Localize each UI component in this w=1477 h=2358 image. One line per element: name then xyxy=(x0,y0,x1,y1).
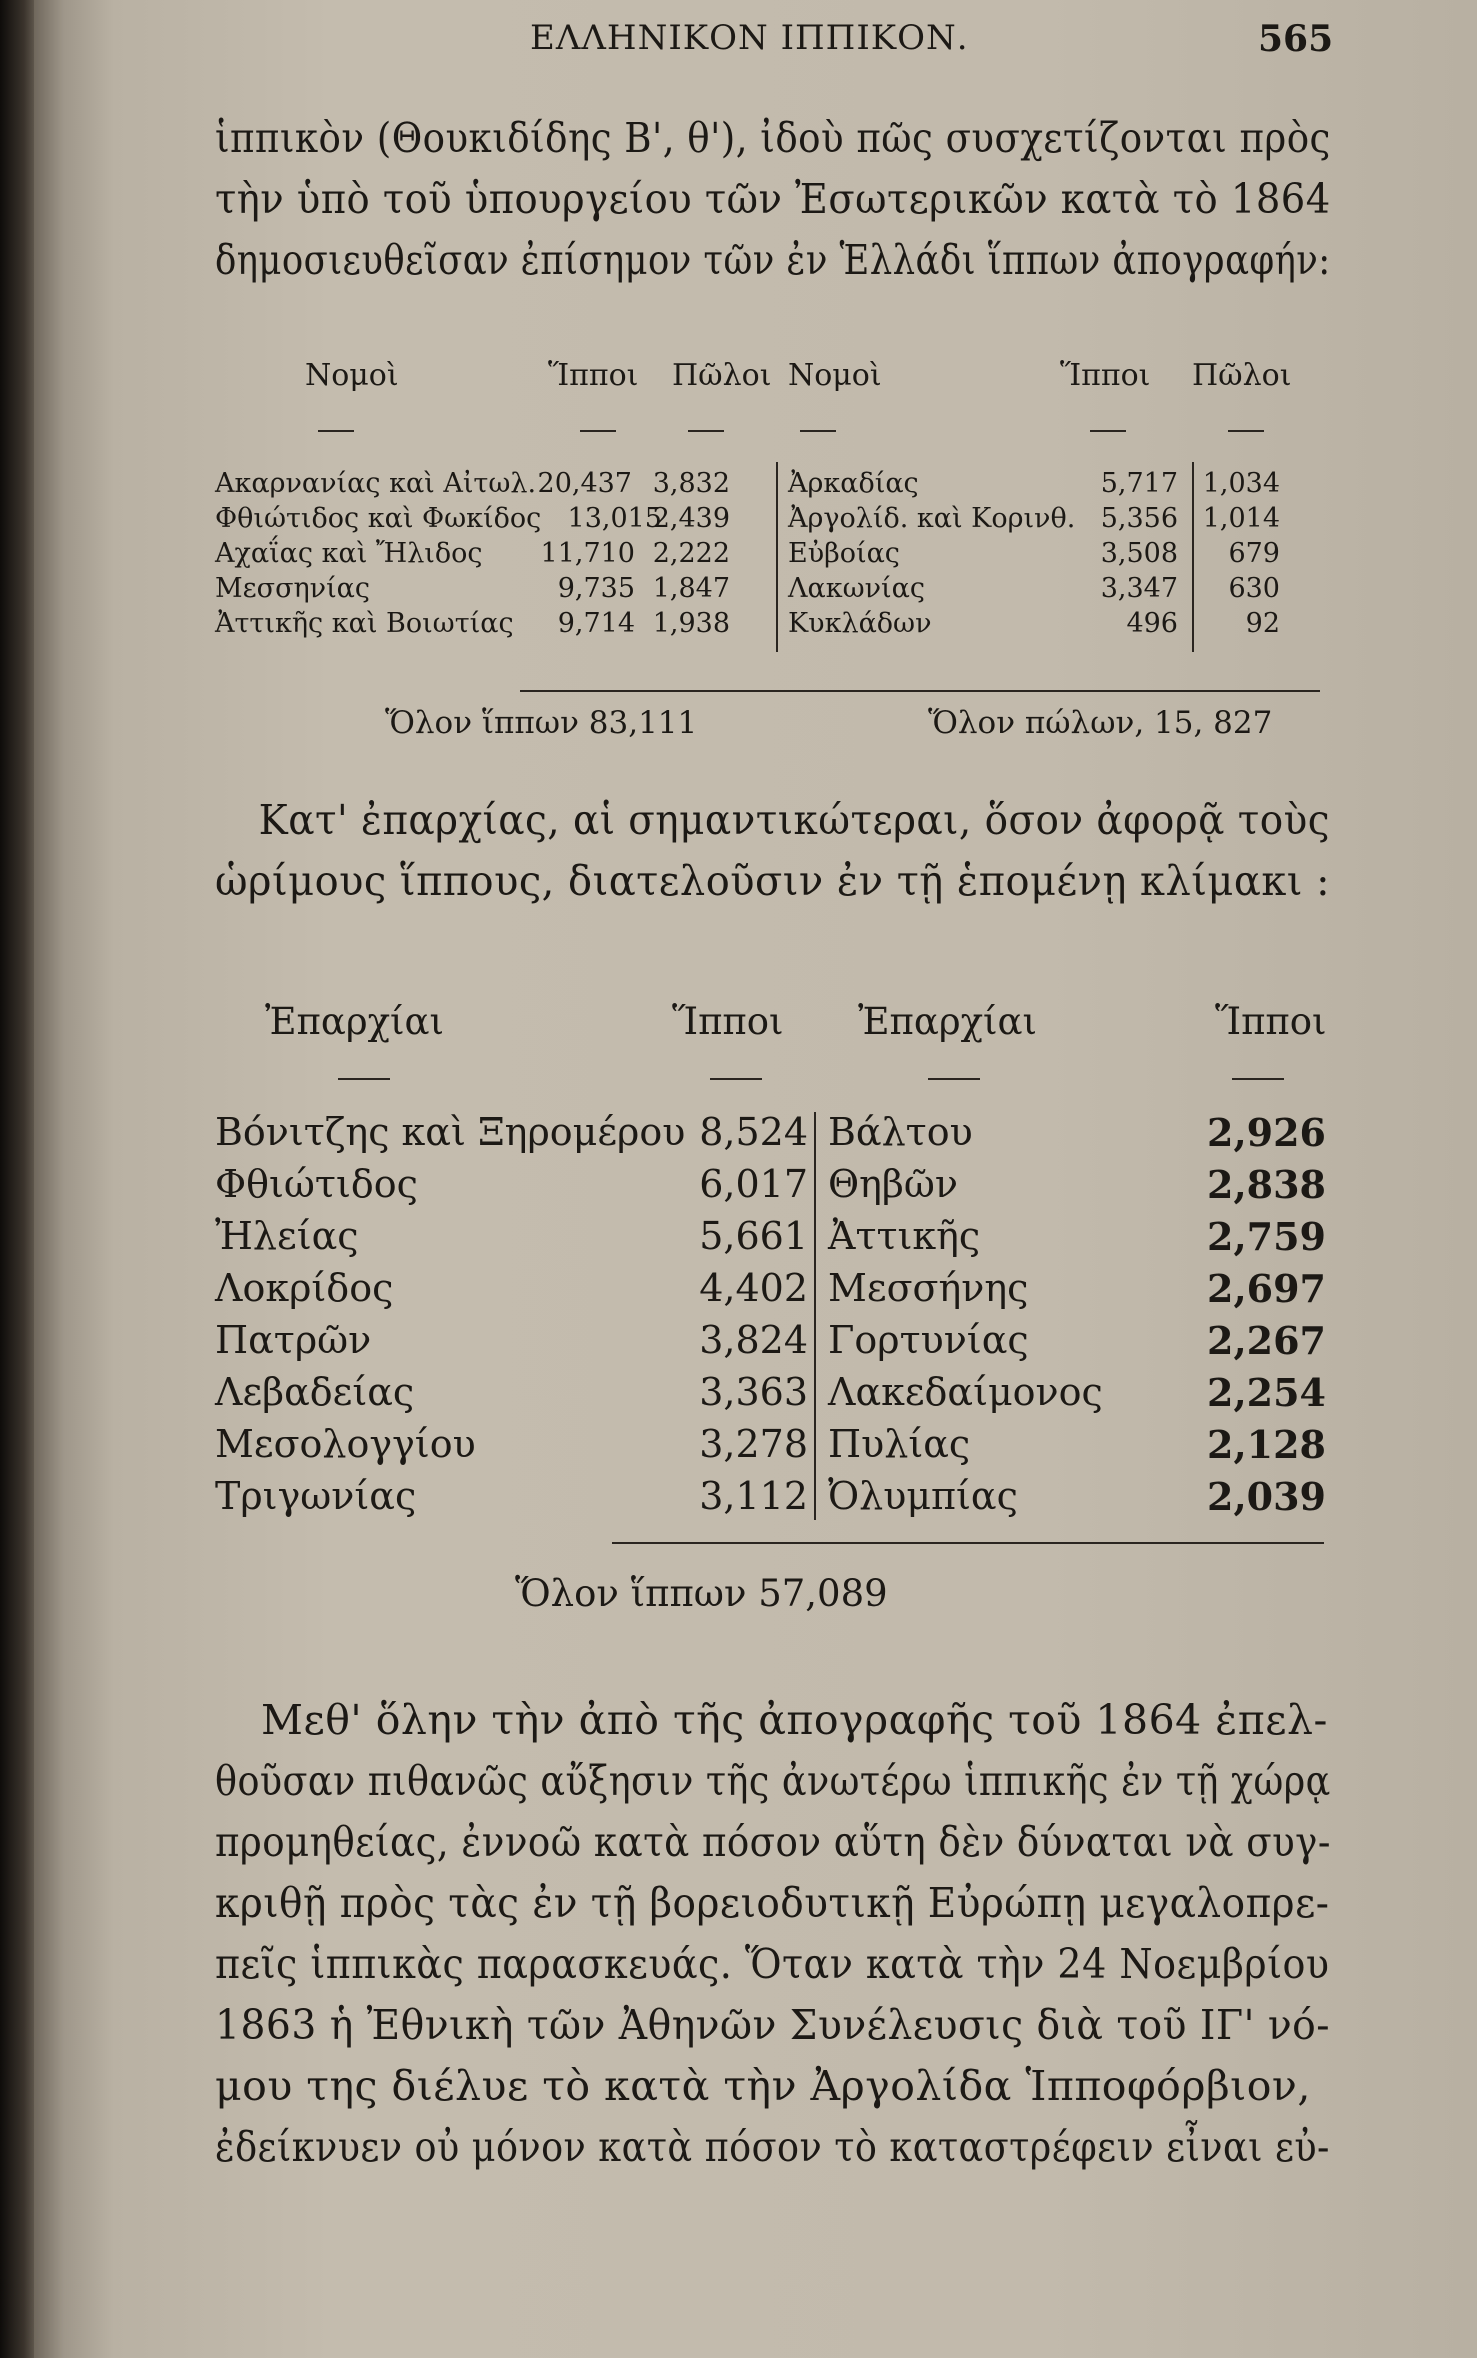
nomos-name: Εὐβοίας xyxy=(788,538,900,569)
total-rule xyxy=(612,1542,1324,1544)
province-name: Ἠλείας xyxy=(215,1214,359,1258)
running-head: ΕΛΛΗΝΙΚΟΝ ΙΠΠΙΚΟΝ. xyxy=(530,18,969,58)
province-name: Φθιώτιδος xyxy=(215,1162,418,1206)
horses-value: 3,347 xyxy=(1100,573,1178,604)
total-rule xyxy=(520,690,1320,692)
book-binding-edge xyxy=(0,0,34,2358)
province-name: Μεσσήνης xyxy=(828,1266,1029,1310)
foals-value: 2,222 xyxy=(652,538,730,569)
column-header: Πῶλοι xyxy=(672,358,772,393)
horses-value: 5,356 xyxy=(1100,503,1178,534)
foals-value: 1,847 xyxy=(652,573,730,604)
horses-value: 5,661 xyxy=(699,1214,808,1258)
total-horses: Ὅλον ἵππων 57,089 xyxy=(515,1572,888,1615)
paragraph-3 xyxy=(215,1690,1330,2178)
text-line: μου της διέλυε τὸ κατὰ τὴν Ἀργολίδα Ἱπποφόρβιον, xyxy=(215,2062,1311,2110)
horses-value: 6,017 xyxy=(699,1162,808,1206)
province-name: Μεσολογγίου xyxy=(215,1422,476,1466)
horses-value: 20,437 xyxy=(537,468,632,499)
horses-value: 13,015 xyxy=(567,503,662,534)
column-divider xyxy=(776,462,778,652)
column-header: Νομοὶ xyxy=(305,358,399,393)
column-header: Ἵπποι xyxy=(672,1000,784,1043)
text-line: θοῦσαν πιθανῶς αὔξησιν τῆς ἀνωτέρω ἱππικῆς ἐν τῇ χώρᾳ xyxy=(215,1757,1331,1805)
nomos-name: Μεσσηνίας xyxy=(215,573,371,604)
nomos-name: Ακαρνανίας καὶ Αἰτωλ. xyxy=(215,468,537,499)
dash-rule xyxy=(688,430,724,432)
horses-value: 2,759 xyxy=(1207,1214,1326,1259)
province-name: Βάλτου xyxy=(828,1110,973,1154)
text-line: τὴν ὑπὸ τοῦ ὑπουργείου τῶν Ἐσωτερικῶν κατὰ τὸ 1864 xyxy=(215,175,1331,223)
horses-value: 2,128 xyxy=(1207,1422,1326,1467)
nomos-name: Αχαΐας καὶ Ἤλιδος xyxy=(215,538,483,569)
column-header: Πῶλοι xyxy=(1192,358,1292,393)
page-number: 565 xyxy=(1258,18,1334,60)
province-name: Ἀττικῆς xyxy=(828,1214,981,1258)
horses-value: 2,267 xyxy=(1207,1318,1326,1363)
dash-rule xyxy=(800,430,836,432)
province-name: Λοκρίδος xyxy=(215,1266,394,1310)
dash-rule xyxy=(1090,430,1126,432)
province-name: Τριγωνίας xyxy=(215,1474,417,1518)
foals-value: 3,832 xyxy=(652,468,730,499)
province-name: Πυλίας xyxy=(828,1422,971,1466)
column-divider xyxy=(814,1112,816,1520)
text-line: ἱππικὸν (Θουκιδίδης Β', θ'), ἰδοὺ πῶς συσχετίζονται πρὸς xyxy=(215,114,1331,162)
foals-value: 679 xyxy=(1228,538,1280,569)
foals-value: 1,014 xyxy=(1202,503,1280,534)
text-line: κριθῇ πρὸς τὰς ἐν τῇ βορειοδυτικῇ Εὐρώπῃ μεγαλοπρε- xyxy=(215,1879,1330,1927)
horses-value: 3,112 xyxy=(699,1474,808,1518)
nomos-name: Φθιώτιδος καὶ Φωκίδος xyxy=(215,503,542,534)
paragraph-2 xyxy=(215,790,1330,912)
text-line: ἐδείκνυεν οὐ μόνον κατὰ πόσον τὸ καταστρέφειν εἶναι εὐ- xyxy=(215,2123,1330,2171)
column-header: Ἵπποι xyxy=(1060,358,1151,393)
column-header: Ἐπαρχίαι xyxy=(858,1000,1038,1043)
province-name: Βόνιτζης καὶ Ξηρομέρου xyxy=(215,1110,686,1154)
nomos-name: Ἀρκαδίας xyxy=(788,468,919,499)
dash-rule xyxy=(580,430,616,432)
province-name: Λεβαδείας xyxy=(215,1370,415,1414)
nomos-name: Κυκλάδων xyxy=(788,608,932,639)
column-divider xyxy=(1192,462,1194,652)
nomos-name: Λακωνίας xyxy=(788,573,925,604)
horses-value: 5,717 xyxy=(1100,468,1178,499)
paragraph-1 xyxy=(215,108,1330,291)
horses-value: 9,735 xyxy=(557,573,635,604)
text-line: ὡρίμους ἵππους, διατελοῦσιν ἐν τῇ ἑπομένῃ κλίμακι : xyxy=(215,857,1331,905)
total-foals: Ὅλον πώλων, 15, 827 xyxy=(928,705,1273,741)
horses-value: 2,254 xyxy=(1207,1370,1326,1415)
text-line: προμηθείας, ἐννοῶ κατὰ πόσον αὕτη δὲν δύναται νὰ συγ- xyxy=(215,1818,1331,1866)
foals-value: 1,034 xyxy=(1202,468,1280,499)
province-name: Γορτυνίας xyxy=(828,1318,1029,1362)
horses-value: 4,402 xyxy=(699,1266,808,1310)
nomos-name: Ἀργολίδ. καὶ Κορινθ. xyxy=(788,503,1076,534)
horses-value: 2,697 xyxy=(1207,1266,1326,1311)
horses-value: 3,824 xyxy=(699,1318,808,1362)
total-horses: Ὅλον ἵππων 83,111 xyxy=(385,705,698,741)
text-line: Μεθ' ὅλην τὴν ἀπὸ τῆς ἀπογραφῆς τοῦ 1864 ἐπελ- xyxy=(261,1696,1328,1744)
foals-value: 2,439 xyxy=(652,503,730,534)
province-name: Θηβῶν xyxy=(828,1162,958,1206)
horses-value: 9,714 xyxy=(557,608,635,639)
column-header: Ἵπποι xyxy=(1215,1000,1327,1043)
dash-rule xyxy=(338,1078,390,1080)
foals-value: 630 xyxy=(1228,573,1280,604)
nomos-name: Ἀττικῆς καὶ Βοιωτίας xyxy=(215,608,514,639)
horses-value: 8,524 xyxy=(699,1110,808,1154)
column-header: Ἵπποι xyxy=(548,358,639,393)
horses-value: 496 xyxy=(1126,608,1178,639)
province-name: Ὀλυμπίας xyxy=(828,1474,1018,1518)
foals-value: 92 xyxy=(1245,608,1280,639)
text-line: πεῖς ἱππικὰς παρασκευάς. Ὅταν κατὰ τὴν 24 Νοεμβρίου xyxy=(215,1940,1330,1988)
dash-rule xyxy=(928,1078,980,1080)
horses-value: 3,278 xyxy=(699,1422,808,1466)
province-name: Λακεδαίμονος xyxy=(828,1370,1103,1414)
horses-value: 2,039 xyxy=(1207,1474,1326,1519)
horses-value: 11,710 xyxy=(540,538,635,569)
text-line: δημοσιευθεῖσαν ἐπίσημον τῶν ἐν Ἑλλάδι ἵππων ἀπογραφήν: xyxy=(215,236,1331,284)
dash-rule xyxy=(710,1078,762,1080)
horses-value: 2,926 xyxy=(1207,1110,1326,1155)
text-line: Κατ' ἐπαρχίας, αἱ σημαντικώτεραι, ὅσον ἀφορᾷ τοὺς xyxy=(258,796,1331,844)
dash-rule xyxy=(1232,1078,1284,1080)
text-line: 1863 ἡ Ἐθνικὴ τῶν Ἀθηνῶν Συνέλευσις διὰ τοῦ ΙΓ' νό- xyxy=(215,2001,1330,2049)
province-name: Πατρῶν xyxy=(215,1318,372,1362)
dash-rule xyxy=(1228,430,1264,432)
column-header: Νομοὶ xyxy=(788,358,882,393)
foals-value: 1,938 xyxy=(652,608,730,639)
horses-value: 2,838 xyxy=(1207,1162,1326,1207)
horses-value: 3,363 xyxy=(699,1370,808,1414)
horses-value: 3,508 xyxy=(1100,538,1178,569)
dash-rule xyxy=(318,430,354,432)
column-header: Ἐπαρχίαι xyxy=(265,1000,445,1043)
